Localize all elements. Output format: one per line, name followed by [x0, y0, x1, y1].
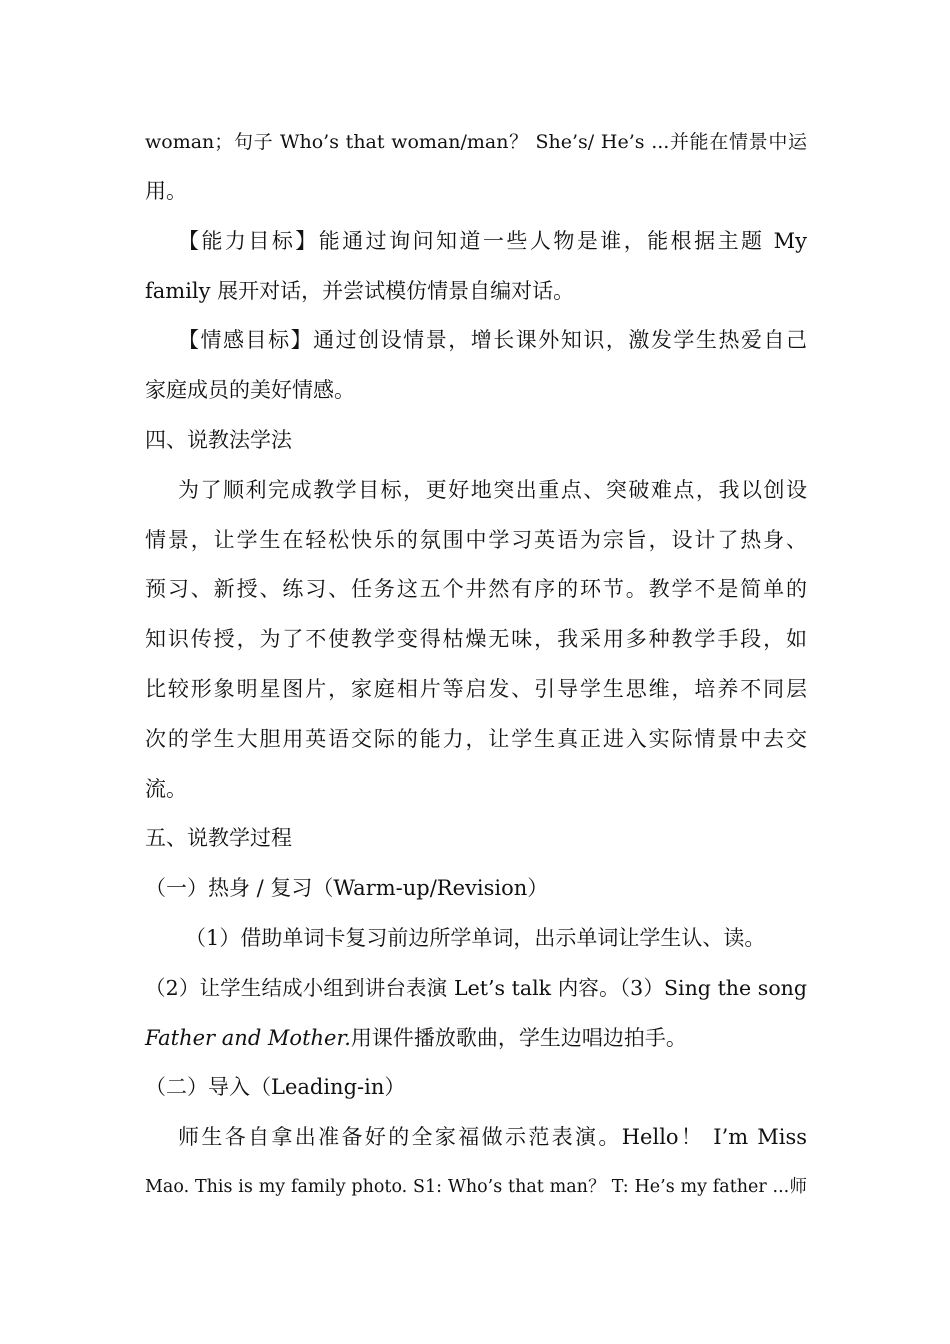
- song-title: Father and Mother.: [145, 1026, 351, 1050]
- subheading-warmup: （一）热身 / 复习（Warm-up/Revision）: [145, 876, 549, 900]
- text-line: Mao. This is my family photo. S1: Who’s that man？ T: He’s my father ...师: [145, 1177, 807, 1197]
- text-line: 预习、新授、练习、任务这五个井然有序的环节。教学不是简单的: [145, 577, 807, 601]
- subheading-leading-in: （二）导入（Leading-in）: [145, 1075, 406, 1099]
- text-line: 家庭成员的美好情感。: [145, 378, 355, 402]
- ability-goal-line: 【能力目标】能通过询问知道一些人物是谁，能根据主题 My: [178, 229, 807, 253]
- text-line: 为了顺利完成教学目标，更好地突出重点、突破难点，我以创设: [178, 478, 807, 502]
- text-line: 用。: [145, 179, 187, 203]
- emotion-goal-line: 【情感目标】通过创设情景，增长课外知识，激发学生热爱自己: [178, 328, 807, 352]
- text-line: family 展开对话，并尝试模仿情景自编对话。: [145, 279, 575, 303]
- song-line: [145, 1024, 807, 1052]
- text-line: （2）让学生结成小组到讲台表演 Let’s talk 内容。（3）Sing the song: [145, 976, 807, 1000]
- section-heading-4: 四、说教法学法: [145, 428, 292, 452]
- text-line: 知识传授，为了不使教学变得枯燥无味，我采用多种教学手段，如: [145, 627, 807, 651]
- text-line: 情景，让学生在轻松快乐的氛围中学习英语为宗旨，设计了热身、: [145, 528, 807, 552]
- text-line: 次的学生大胆用英语交际的能力，让学生真正进入实际情景中去交: [145, 727, 807, 751]
- section-heading-5: 五、说教学过程: [145, 826, 292, 850]
- song-line-rest: 用课件播放歌曲，学生边唱边拍手。: [350, 1026, 687, 1050]
- text-line: 流。: [145, 777, 187, 801]
- text-line: 比较形象明星图片，家庭相片等启发、引导学生思维，培养不同层: [145, 677, 807, 701]
- text-line: （1）借助单词卡复习前边所学单词，出示单词让学生认、读。: [185, 926, 766, 950]
- text-line: woman；句子 Who’s that woman/man？ She’s/ He’s ...并能在情景中运: [145, 131, 807, 153]
- text-line: 师生各自拿出准备好的全家福做示范表演。Hello！ I’m Miss: [178, 1125, 807, 1149]
